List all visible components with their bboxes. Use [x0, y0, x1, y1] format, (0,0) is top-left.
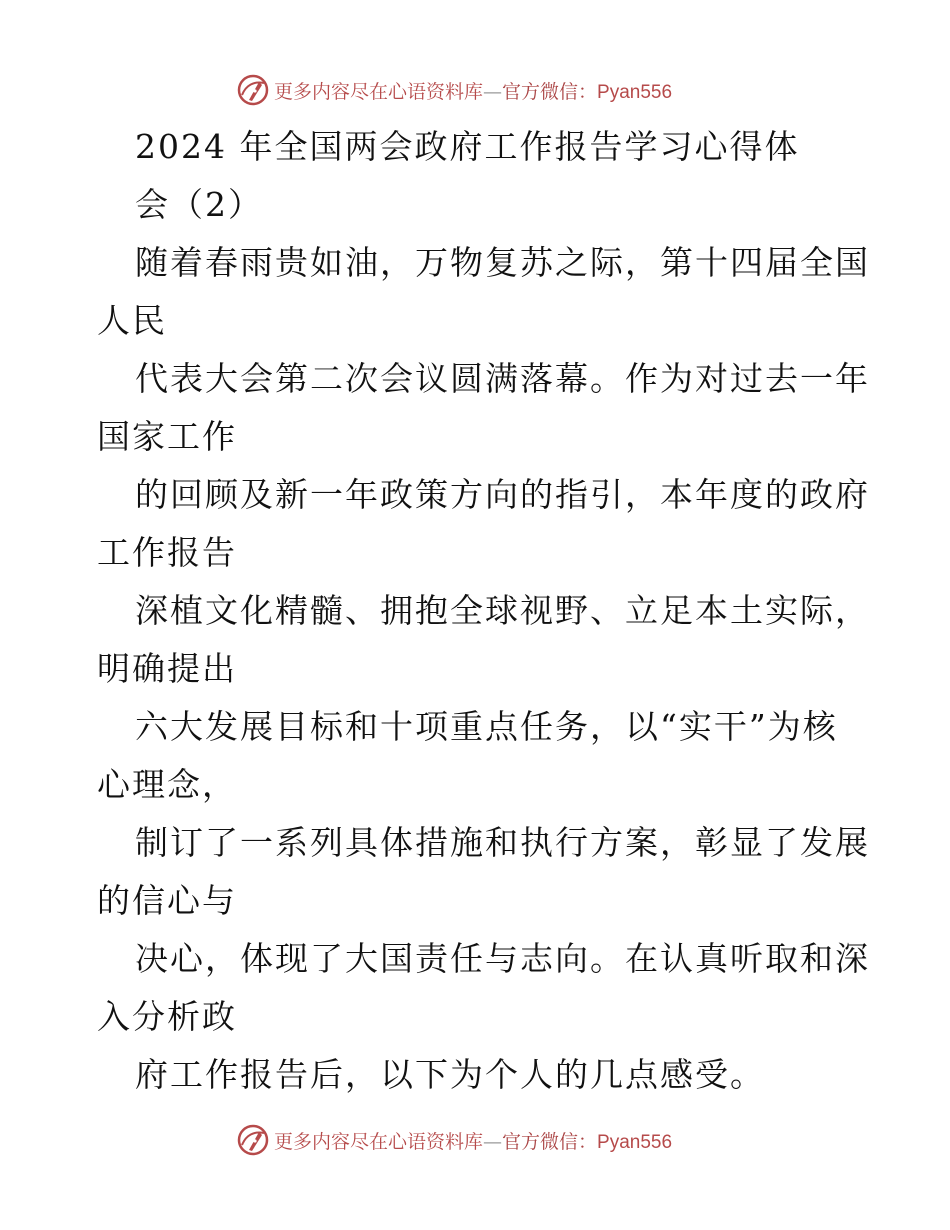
text-line: 制订了一系列具体措施和执行方案，彰显了发展	[135, 823, 870, 862]
text-line: 决心，体现了大国责任与志向。在认真听取和深	[135, 939, 870, 978]
text-line: 府工作报告后，以下为个人的几点感受。	[135, 1055, 765, 1094]
footer-wechat-id: Pyan556	[597, 1131, 673, 1153]
header-wechat-label: 官方微信：	[502, 80, 598, 103]
footer-banner-text	[274, 1127, 672, 1154]
text-line: 国家工作	[97, 417, 237, 456]
footer-brand: 更多内容尽在心语资料库	[274, 1130, 484, 1153]
text-line: 深植文化精髓、拥抱全球视野、立足本土实际，	[135, 591, 870, 630]
text-line: 明确提出	[97, 649, 237, 688]
text-line: 会（2）	[135, 185, 263, 224]
text-line: 随着春雨贵如油，万物复苏之际，第十四届全国	[135, 243, 870, 282]
footer-dash: —	[483, 1130, 503, 1153]
header-brand: 更多内容尽在心语资料库	[274, 80, 484, 103]
text-line: 2024 年全国两会政府工作报告学习心得体	[135, 127, 800, 166]
text-line: 代表大会第二次会议圆满落幕。作为对过去一年	[135, 359, 870, 398]
text-line: 的回顾及新一年政策方向的指引，本年度的政府	[135, 475, 870, 514]
text-line: 入分析政	[97, 997, 237, 1036]
text-line: 六大发展目标和十项重点任务，以“实干”为核	[135, 707, 838, 746]
footer-wechat-label: 官方微信：	[502, 1130, 598, 1153]
document-body	[97, 118, 870, 1104]
text-line: 人民	[97, 301, 167, 340]
pen-nib-logo-icon	[236, 73, 270, 107]
text-line: 工作报告	[97, 533, 237, 572]
header-banner-text	[274, 77, 672, 104]
text-line: 心理念，	[97, 765, 237, 804]
text-line: 的信心与	[97, 881, 237, 920]
header-wechat-id: Pyan556	[597, 81, 673, 103]
header-dash: —	[483, 80, 503, 103]
header-banner	[236, 72, 716, 108]
footer-banner	[236, 1122, 716, 1158]
pen-nib-logo-icon	[236, 1123, 270, 1157]
